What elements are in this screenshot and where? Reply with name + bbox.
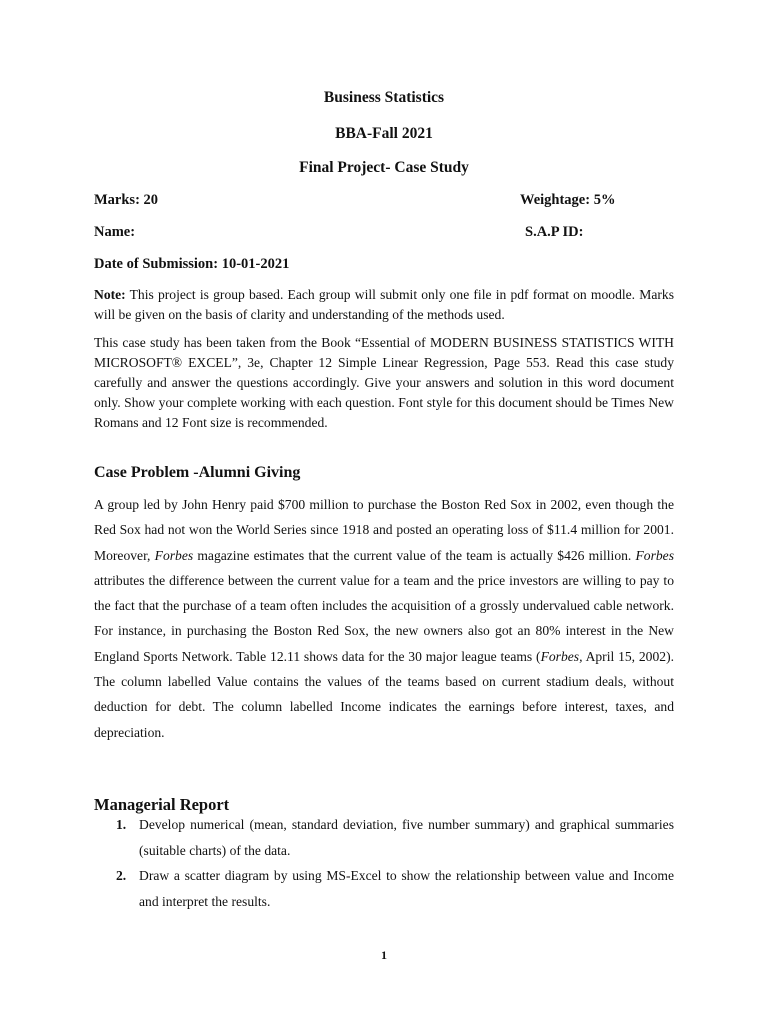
case-text-4: April 15, 2002). The column labelled Value contains the values of the teams based on current stadium deals, without deduction for debt. The column labelled Income indicates the earnings before interest, taxes, and depreciation. [94, 648, 675, 740]
name-label: Name: [94, 224, 136, 240]
project-title: Final Project- Case Study [299, 159, 469, 176]
course-title: Business Statistics [323, 89, 445, 106]
case-text-3: attributes the difference between the current value for a team and the price investors are willing to pay to the fact that the purchase of a team often includes the acquisition of a grossly undervalued cable network. For instance, in purchasing the Boston Red Sox, the new owners also got an 80% interest in the New England Sports Network. Table 12.11 shows data for the 30 major league teams ( [94, 572, 674, 664]
list-item [94, 863, 674, 914]
note-paragraph [94, 285, 674, 325]
forbes-ref-2: Forbes [635, 547, 674, 563]
list-item-text: Draw a scatter diagram by using MS-Excel to show the relationship between value and Income and interpret the results. [139, 868, 674, 909]
list-number: 2. [116, 868, 127, 883]
submission-date: Date of Submission: 10-01-2021 [94, 256, 290, 272]
sap-id-label: S.A.P ID: [525, 224, 584, 240]
weightage-label: Weightage: 5% [520, 192, 616, 208]
intro-paragraph: This case study has been taken from the Book “Essential of MODERN BUSINESS STATISTICS WITH MICROSOFT® EXCEL”, 3e, Chapter 12 Simple Linear Regression, Page 553. Read this case study carefully and answer the questions accordingly. Give your answers and solution in this word document only. Show your complete working with each question. Font style for this document should be Times New Romans and 12 Font size is recommended. [94, 335, 674, 430]
case-paragraph [94, 492, 674, 745]
page-number: 1 [381, 948, 387, 962]
case-text-1: A group led by John Henry paid $700 million to purchase the Boston Red Sox in 2002, even though the Red Sox had not won the World Series since 1918 and posted an operating loss of $11.4 million for 2001. Moreover, [94, 497, 674, 563]
case-text-2: magazine estimates that the current value of the team is actually $426 million. [193, 547, 636, 563]
report-heading: Managerial Report [94, 795, 230, 814]
program-title: BBA-Fall 2021 [335, 125, 433, 142]
report-list [94, 812, 674, 914]
list-item-text: Develop numerical (mean, standard deviation, five number summary) and graphical summaries (suitable charts) of the data. [139, 817, 674, 858]
note-text: This project is group based. Each group will submit only one file in pdf format on moodle. Marks will be given on the basis of clarity and understanding of the methods used. [94, 287, 674, 322]
list-item [94, 812, 674, 863]
note-label: Note: [94, 287, 126, 302]
list-number: 1. [116, 817, 127, 832]
marks-label: Marks: 20 [94, 192, 159, 208]
case-heading: Case Problem -Alumni Giving [94, 464, 301, 481]
forbes-ref-1: Forbes [154, 547, 194, 563]
forbes-ref-3: Forbes, [540, 648, 583, 664]
